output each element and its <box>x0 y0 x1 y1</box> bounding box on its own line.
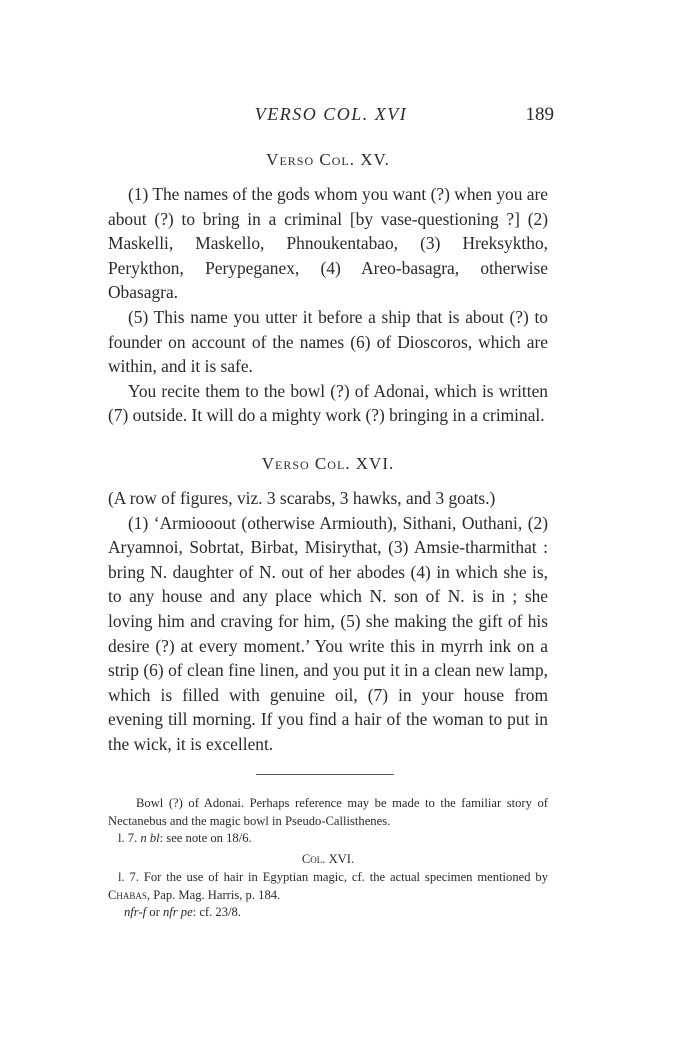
footnote: nfr-f or nfr pe: cf. 23/8. <box>124 905 241 920</box>
section-title-col-xvi: Verso Col. XVI. <box>261 453 395 473</box>
page-number: 189 <box>525 104 554 125</box>
footnote: l. 7. For the use of hair in Egyptian magic, cf. the actual specimen mentioned by Chabas, Pap. Mag. Harris, p. 184. <box>108 870 548 902</box>
paragraph: (1) ‘Armiooout (otherwise Armiouth), Sithani, Outhani, (2) Aryamnoi, Sobrtat, Birbat, Misirythat, (3) Amsie-tharmithat : bring N. daughter of N. out of her abodes (4) in which she is, to any house and any place which N. son of N. is in ; she loving him and craving for him, (5) she making the gift of his desire (?) at every moment.’ You write this in myrrh ink on a strip (6) of clean fine linen, and you put it in a clean new lamp, which is filled with genuine oil, (7) in your house from evening till morning. If you find a hair of the woman to put in the wick, it is excellent. <box>108 512 548 754</box>
paragraph: (1) The names of the gods whom you want (?) when you are about (?) to bring in a criminal [by vase-questioning ?] (2) Maskelli, Maskello, Phnoukentabao, (3) Hreksyktho, Perykthon, Perypeganex, (4) Areo-basagra, otherwise Obasagra. <box>108 184 548 303</box>
footnotes <box>108 795 548 922</box>
page-body <box>108 150 548 922</box>
footnote: l. 7. n bl: see note on 18/6. <box>118 831 252 846</box>
footnote: Bowl (?) of Adonai. Perhaps reference may be made to the familiar story of Nectanebus and the magic bowl in Pseudo-Callisthenes. <box>108 796 548 828</box>
paragraph: (5) This name you utter it before a ship that is about (?) to founder on account of the names (6) of Dioscoros, which are within, and it is safe. <box>108 306 548 377</box>
running-head: VERSO COL. XVI <box>254 104 408 124</box>
page-header <box>108 104 554 130</box>
intro-paragraph: (A row of figures, viz. 3 scarabs, 3 hawks, and 3 goats.) <box>108 487 496 508</box>
section-title-col-xv: Verso Col. XV. <box>266 150 390 169</box>
footnote-col-title: Col. XVI. <box>301 851 355 866</box>
footnote-divider <box>256 774 394 775</box>
paragraph: You recite them to the bowl (?) of Adonai, which is written (7) outside. It will do a mighty work (?) bringing in a criminal. <box>108 380 548 426</box>
